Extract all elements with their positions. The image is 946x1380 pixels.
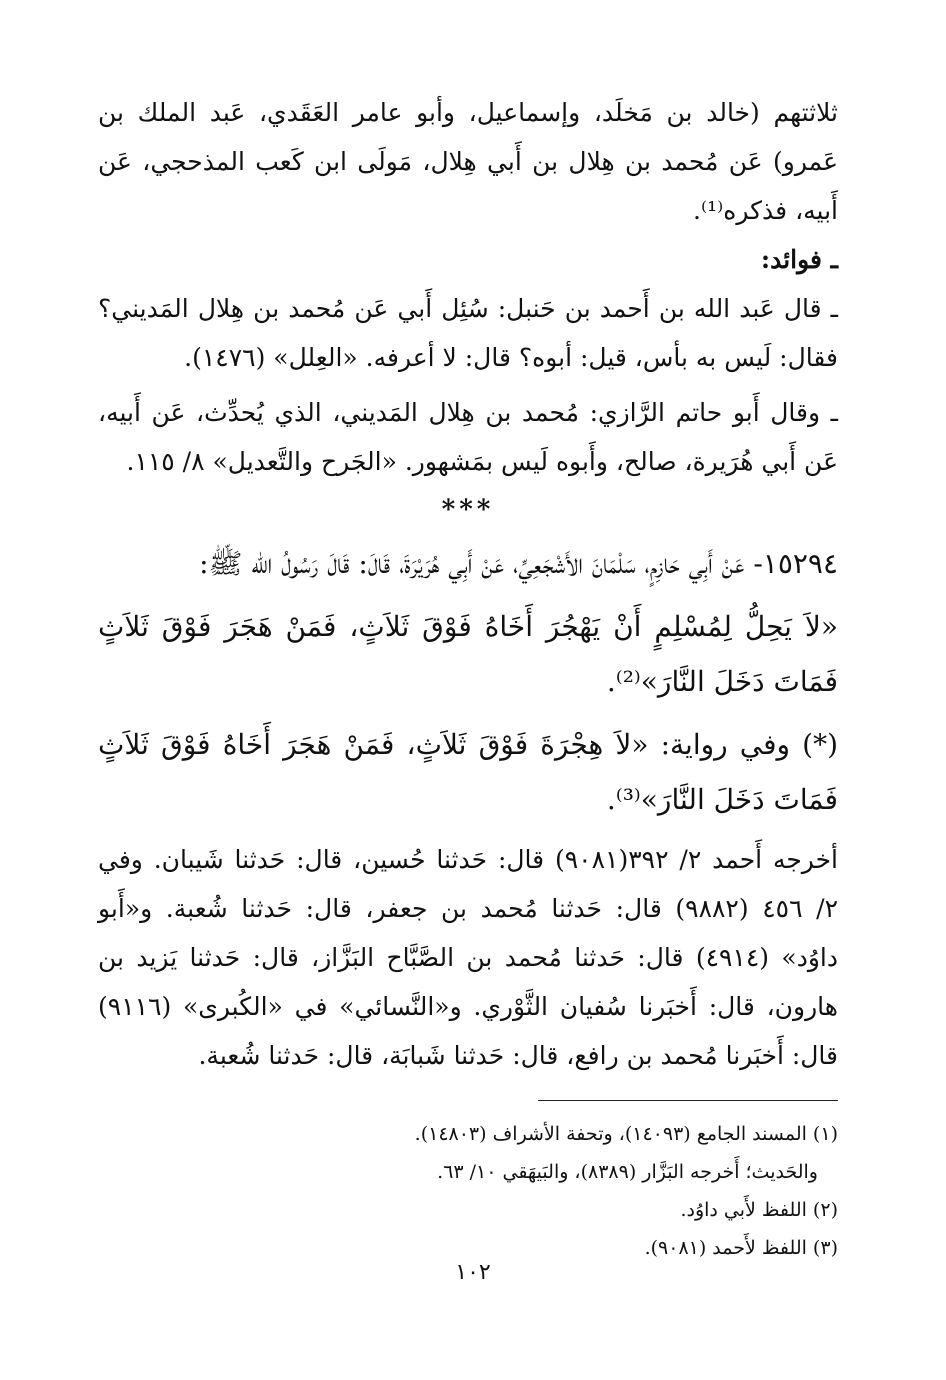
- hadith-variant: (*) وفي رواية: «لاَ هِجْرَةَ فَوْقَ ثَلاَثٍ، فَمَنْ هَجَرَ أَخَاهُ فَوْقَ ثَلاَثٍ فَمَاتَ دَخَلَ النَّارَ»⁽³⁾.: [98, 728, 839, 816]
- note-abdullah: ـ قال عَبد الله بن أَحمد بن حَنبل: سُئِل أَبي عَن مُحمد بن هِلال المَديني؟ فقال: لَيس به بأس، قيل: أبوه؟ قال: لا أعرفه. «العِلل» (١٤٧٦).: [98, 294, 838, 372]
- footnote-3: (٣) اللفظ لأَحمد (٩٠٨١).: [644, 1237, 838, 1259]
- page-number: ١٠٢: [455, 1260, 491, 1285]
- footnote-1: (١) المسند الجامع (١٤٠٩٣)، وتحفة الأشراف (١٤٨٠٣).: [414, 1123, 838, 1145]
- benefits-heading: ـ فوائد:: [760, 245, 838, 274]
- footnote-1-continuation: والحَديث؛ أَخرجه البَزَّار (٨٣٨٩)، والبَيهَقي ١٠/ ٦٣.: [437, 1161, 818, 1183]
- footnote-2: (٢) اللفظ لأَبي داوُد.: [680, 1199, 838, 1221]
- spacer: [98, 827, 838, 835]
- footnote-separator: [538, 1100, 838, 1101]
- hadith-intro: ١٥٢٩٤- عَنْ أَبِي حَازِمٍ، سَلْمَانَ الأَشْجَعِيِّ، عَنْ أَبِي هُرَيْرَةَ، قَالَ: قَالَ رَسُولُ الله ﷺ:: [199, 547, 838, 580]
- section-separator: ***: [441, 495, 495, 525]
- note-abu-hatim: ـ وقال أَبو حاتم الرَّازي: مُحمد بن هِلال المَديني، الذي يُحدِّث، عَن أَبيه، عَن أَبي هُرَيرة، صالح، وأَبوه لَيس بمَشهور. «الجَرح والتَّعديل» ٨/ ١١٥.: [98, 398, 838, 476]
- hadith-text: «لاَ يَحِلُّ لِمُسْلِمٍ أَنْ يَهْجُرَ أَخَاهُ فَوْقَ ثَلاَثٍ، فَمَنْ هَجَرَ فَوْقَ ثَلاَثٍ فَمَاتَ دَخَلَ النَّارَ»⁽²⁾.: [98, 610, 838, 698]
- chain-paragraph: ثلاثتهم (خالد بن مَخلَد، وإسماعيل، وأبو عامر العَقَدي، عَبد الملك بن عَمرو) عَن مُحمد بن هِلال بن أَبي هِلال، مَولَى ابن كَعب المذحجي، عَن أَبيه، فذكره⁽¹⁾.: [98, 98, 838, 225]
- takhrij-paragraph: أخرجه أَحمد ٢/ ٣٩٢(٩٠٨١) قال: حَدثنا حُسين، قال: حَدثنا شَيبان. وفي ٢/ ٤٥٦ (٩٨٨٢) قال: حَدثنا مُحمد بن جعفر، قال: حَدثنا شُعبة. و«أَبو داوُد» (٤٩١٤) قال: حَدثنا مُحمد بن الصَّبَّاح البَزَّاز، قال: حَدثنا يَزيد بن هارون، قال: أَخبَرنا سُفيان الثَّوْري. و«النَّسائي» في «الكُبرى» (٩١١٦) قال: أَخبَرنا مُحمد بن رافع، قال: حَدثنا شَبابَة، قال: حَدثنا شُعبة.: [98, 845, 839, 1070]
